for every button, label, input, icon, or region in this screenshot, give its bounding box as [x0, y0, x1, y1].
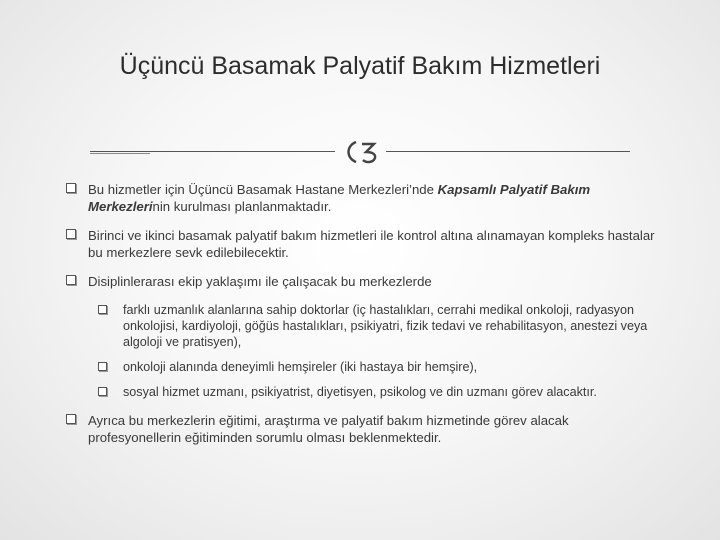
- flourish-ornament-icon: [342, 138, 382, 166]
- sub-bullet-text: sosyal hizmet uzmanı, psikiyatrist, diyetisyen, psikolog ve din uzmanı görev alacaktır.: [123, 385, 597, 399]
- sub-bullet-item: [98, 384, 656, 400]
- bullet-item: [66, 181, 656, 215]
- square-bullet-icon: [66, 183, 76, 193]
- square-bullet-icon: [98, 362, 107, 371]
- bullet-text: Ayrıca bu merkezlerin eğitimi, araştırma ve palyatif bakım hizmetinde görev alacak profesyonellerin eğitiminden sorumlu olması beklenmektedir.: [88, 413, 569, 445]
- square-bullet-icon: [66, 275, 76, 285]
- divider-line-right: [386, 151, 630, 152]
- divider-line-left-thin: [90, 153, 150, 154]
- bullet-item: [66, 273, 656, 290]
- sub-bullet-item: [98, 359, 656, 375]
- bullet-item: [66, 412, 656, 446]
- slide-title: Üçüncü Basamak Palyatif Bakım Hizmetleri: [119, 52, 601, 80]
- sub-bullet-item: [98, 302, 656, 350]
- bullet-list: [66, 181, 656, 458]
- sub-bullet-list: [66, 302, 656, 400]
- square-bullet-icon: [98, 387, 107, 396]
- title-divider: [90, 138, 630, 166]
- bullet-text: Birinci ve ikinci basamak palyatif bakım hizmetleri ile kontrol altına alınamayan kompleks hastalar bu merkezlere sevk edilebilecektir.: [88, 228, 655, 260]
- square-bullet-icon: [66, 229, 76, 239]
- divider-line-left: [90, 151, 335, 152]
- bullet-text: Disiplinlerarası ekip yaklaşımı ile çalışacak bu merkezlerde: [88, 274, 432, 289]
- bullet-text-pre: Bu hizmetler için Üçüncü Basamak Hastane Merkezleri’nde: [88, 182, 438, 197]
- bullet-text-post: nin kurulması planlanmaktadır.: [152, 199, 332, 214]
- square-bullet-icon: [98, 305, 107, 314]
- sub-bullet-text: farklı uzmanlık alanlarına sahip doktorlar (iç hastalıkları, cerrahi medikal onkoloji, radyasyon onkolojisi, kardiyoloji, göğüs hastalıkları, psikiyatri, fizik tedavi ve rehabilitasyon, anestezi veya algoloji ve pratisyen),: [123, 303, 648, 349]
- square-bullet-icon: [66, 414, 76, 424]
- bullet-text-emphasis: Kapsamlı Palyatif Bakım Merkezleri: [88, 182, 591, 214]
- sub-bullet-text: onkoloji alanında deneyimli hemşireler (iki hastaya bir hemşire),: [123, 360, 478, 374]
- bullet-item: [66, 227, 656, 261]
